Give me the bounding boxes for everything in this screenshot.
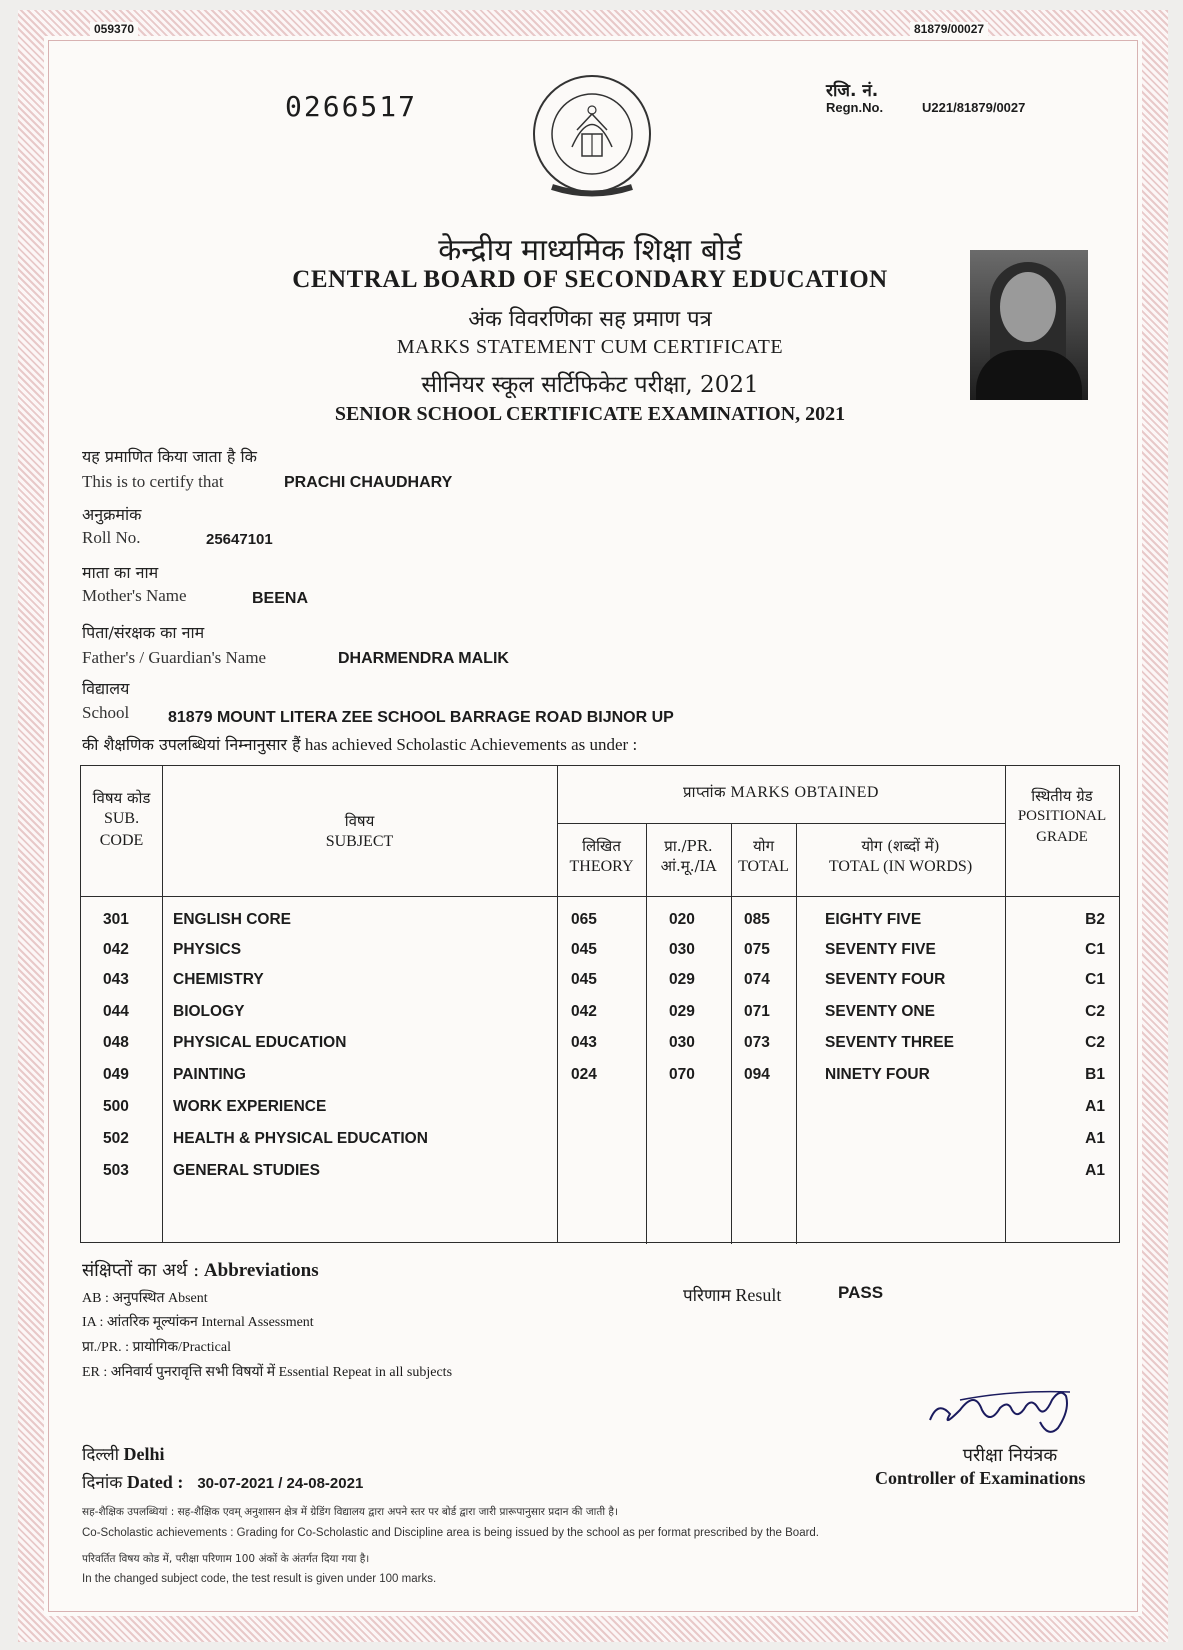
controller-title-hi: परीक्षा नियंत्रक [962,1445,1058,1466]
cell-words: SEVENTY FIVE [825,941,936,958]
cell-subject: HEALTH & PHYSICAL EDUCATION [173,1130,428,1147]
cell-prac: 070 [669,1066,695,1083]
cell-grade: C1 [1085,971,1105,988]
col-header-marks: प्राप्तांक MARKS OBTAINED [683,783,879,801]
school-label-en: School [82,703,130,722]
col-header-practical: प्रा./PR. आं.मू./IA [660,837,717,876]
candidate-photo [970,250,1088,400]
footer-note: सह-शैक्षिक उपलब्धियां : सह-शैक्षिक एवम् अनुशासन क्षेत्र में ग्रेडिंग विद्यालय द्वारा अपने स्तर पर बोर्ड द्वारा जारी प्रारूपानुसार प्रदान की जाती है। [82,1506,618,1518]
cell-theory: 045 [571,941,597,958]
col-header-code: विषय कोड SUB. CODE [92,789,151,849]
abbreviations-title: संक्षिप्तों का अर्थ : Abbreviations [82,1260,319,1281]
candidate-name: PRACHI CHAUDHARY [284,474,453,491]
cell-prac: 029 [669,971,695,988]
cell-subject: PHYSICS [173,941,242,958]
col-header-total-words: योग (शब्दों में) TOTAL (IN WORDS) [828,837,973,876]
cell-code: 502 [103,1130,129,1147]
cell-code: 044 [103,1003,129,1020]
cell-grade: B2 [1085,911,1105,928]
cell-grade: A1 [1085,1098,1105,1115]
cell-subject: GENERAL STUDIES [173,1162,320,1179]
cell-total: 073 [744,1034,770,1051]
board-name-en: CENTRAL BOARD OF SECONDARY EDUCATION [292,266,888,293]
exam-title-en: SENIOR SCHOOL CERTIFICATE EXAMINATION, 2021 [334,403,846,425]
abbreviation-item: IA : आंतरिक मूल्यांकन Internal Assessment [82,1315,314,1330]
cell-subject: PAINTING [173,1066,246,1083]
registration-label-hi: रजि. नं. [826,81,879,101]
cell-code: 503 [103,1162,129,1179]
cell-code: 301 [103,911,129,928]
footer-note: In the changed subject code, the test result is given under 100 marks. [82,1573,437,1585]
cell-code: 500 [103,1098,129,1115]
cell-grade: C2 [1085,1034,1105,1051]
roll-label-en: Roll No. [82,528,141,547]
mother-name: BEENA [252,590,309,607]
abbreviation-item: AB : अनुपस्थित Absent [82,1291,208,1306]
cell-code: 048 [103,1034,129,1051]
cell-theory: 024 [571,1066,597,1083]
cell-prac: 029 [669,1003,695,1020]
cell-words: SEVENTY FOUR [825,971,946,988]
registration-number: U221/81879/0027 [922,100,1026,115]
abbreviation-item: प्रा./PR. : प्रायोगिक/Practical [82,1340,231,1355]
cell-total: 094 [744,1066,770,1083]
footer-note: परिवर्तित विषय कोड में, परीक्षा परिणाम 100 अंकों के अंतर्गत दिया गया है। [82,1553,370,1565]
cell-theory: 042 [571,1003,597,1020]
cell-grade: C1 [1085,941,1105,958]
cell-total: 075 [744,941,770,958]
cell-subject: WORK EXPERIENCE [173,1098,327,1115]
document-title-hi: अंक विवरणिका सह प्रमाण पत्र [468,307,712,332]
cell-grade: C2 [1085,1003,1105,1020]
cell-total: 071 [744,1003,770,1020]
cell-code: 043 [103,971,129,988]
father-label-en: Father's / Guardian's Name [82,648,267,667]
mother-label-en: Mother's Name [82,586,187,605]
issue-place: दिल्ली Delhi [82,1444,165,1465]
cell-theory: 045 [571,971,597,988]
certify-label-hi: यह प्रमाणित किया जाता है कि [82,447,257,466]
cell-total: 085 [744,911,770,928]
mother-label-hi: माता का नाम [82,563,159,582]
serial-number-right: 81879/00027 [910,22,988,36]
board-name-hi: केन्द्रीय माध्यमिक शिक्षा बोर्ड [438,233,742,268]
marks-table [80,765,1120,1243]
issue-date: दिनांक Dated : 30-07-2021 / 24-08-2021 [82,1472,364,1493]
cell-grade: A1 [1085,1130,1105,1147]
cell-words: SEVENTY ONE [825,1003,935,1020]
serial-number-left: 059370 [90,22,138,36]
cell-grade: A1 [1085,1162,1105,1179]
cell-prac: 030 [669,941,695,958]
cell-total: 074 [744,971,770,988]
document-title-en: MARKS STATEMENT CUM CERTIFICATE [396,336,784,358]
cell-theory: 065 [571,911,597,928]
roll-label-hi: अनुक्रमांक [82,505,142,524]
father-label-hi: पिता/संरक्षक का नाम [82,623,205,642]
cell-grade: B1 [1085,1066,1105,1083]
col-header-total: योग TOTAL [738,837,789,876]
col-header-theory: लिखित THEORY [569,837,634,876]
controller-title-en: Controller of Examinations [875,1468,1086,1488]
school-name: 81879 MOUNT LITERA ZEE SCHOOL BARRAGE ROAD BIJNOR UP [168,709,674,726]
roll-number: 25647101 [206,531,273,548]
cell-prac: 030 [669,1034,695,1051]
cell-subject: PHYSICAL EDUCATION [173,1034,347,1051]
result-value: PASS [838,1283,884,1302]
col-header-subject: विषय SUBJECT [325,812,394,851]
exam-title-hi: सीनियर स्कूल सर्टिफिकेट परीक्षा, 2021 [421,372,759,398]
father-name: DHARMENDRA MALIK [338,650,509,667]
controller-signature-icon [920,1370,1120,1440]
school-label-hi: विद्यालय [82,679,130,698]
registration-label-en: Regn.No. [826,100,884,115]
cell-words: EIGHTY FIVE [825,911,922,928]
board-seal-icon [522,72,662,202]
scholastic-intro: की शैक्षणिक उपलब्धियां निम्नानुसार हैं has achieved Scholastic Achievements as under : [82,735,638,754]
footer-note: Co-Scholastic achievements : Grading for Co-Scholastic and Discipline area is being issued by the school as per format prescribed by the Board. [82,1527,820,1539]
cell-code: 049 [103,1066,129,1083]
cell-theory: 043 [571,1034,597,1051]
cell-prac: 020 [669,911,695,928]
cell-code: 042 [103,941,129,958]
cell-subject: CHEMISTRY [173,971,264,988]
certify-label-en: This is to certify that [82,472,224,491]
certificate-number: 0266517 [285,90,418,123]
result-label: परिणाम Result [683,1285,782,1306]
cell-words: SEVENTY THREE [825,1034,954,1051]
abbreviation-item: ER : अनिवार्य पुनरावृत्ति सभी विषयों में Essential Repeat in all subjects [82,1365,453,1380]
col-header-grade: स्थितीय ग्रेड POSITIONAL GRADE [1017,787,1107,845]
cell-subject: ENGLISH CORE [173,911,291,928]
cell-subject: BIOLOGY [173,1003,245,1020]
cell-words: NINETY FOUR [825,1066,930,1083]
